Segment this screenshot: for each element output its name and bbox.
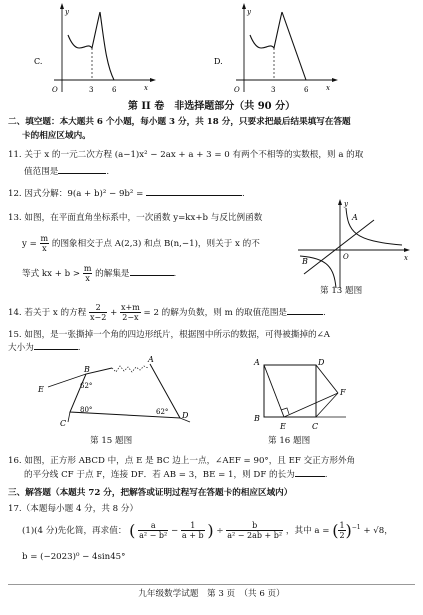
q13-line1: 13. 如图，在平面直角坐标系中，一次函数 y=kx+b 与反比例函数 <box>8 213 263 223</box>
point-c-label: C <box>60 419 67 428</box>
q11-line1: 11. 关于 x 的一元二次方程 (a−1)x² − 2ax + a + 3 = 0 有两个不相等的实数根，则 a 的取 <box>8 150 364 160</box>
tick-6-label: 6 <box>112 86 117 94</box>
angle-80-label: 80° <box>80 406 93 414</box>
answer-blank <box>34 349 78 350</box>
axis-x-label: x <box>326 84 330 92</box>
point-a-label: A <box>254 358 260 367</box>
figure-15 <box>30 352 205 434</box>
answer-blank <box>295 476 325 477</box>
option-c-label: C. <box>34 57 43 66</box>
axis-x-label: x <box>404 254 408 262</box>
point-b-label: B <box>84 365 90 374</box>
figure-16-caption: 第 16 题图 <box>268 436 311 446</box>
figure-13-caption: 第 13 题图 <box>320 286 363 296</box>
paren-open: ( <box>129 521 136 540</box>
section-3-heading: 三、解答题（本题共 72 分，把解答或证明过程写在答题卡的相应区域内） <box>8 488 293 498</box>
axis-y-label: y <box>65 8 69 16</box>
paren-open: ( <box>332 521 339 540</box>
page-footer: 九年级数学试题 第 3 页 （共 6 页） <box>138 589 285 599</box>
q15-line1: 15. 如图，是一张撕掉一个角的四边形纸片，根据图中所示的数据，可得被撕掉的∠A <box>8 330 330 340</box>
fraction: $\frac{2}{x-2}$ <box>90 303 107 322</box>
fraction: $\frac{m}{x}$ <box>83 264 92 283</box>
point-b-label: B <box>254 414 260 423</box>
q16-line1: 16. 如图，正方形 ABCD 中，点 E 是 BC 边上一点，∠AEF = 90°，且 EF 交正方形外角 <box>8 456 356 466</box>
point-d-label: D <box>182 411 189 420</box>
fraction: $\frac{1}{2}$ <box>339 521 345 540</box>
figure-13 <box>292 196 417 300</box>
point-e-label: E <box>280 422 286 431</box>
figure-15-caption: 第 15 题图 <box>90 436 133 446</box>
paren-close: ) <box>345 521 352 540</box>
tick-3-label: 3 <box>271 86 276 94</box>
point-b-label: B <box>302 257 308 266</box>
q12-line: 12. 因式分解：9(a + b)² − 9b² = . <box>8 189 245 199</box>
section-title: 第 II 卷 非选择题部分（共 90 分） <box>127 101 296 112</box>
tick-6-label: 6 <box>304 86 309 94</box>
answer-blank <box>130 275 174 276</box>
fill-heading-line2: 卡的相应区域内。 <box>22 131 91 141</box>
tick-3-label: 3 <box>89 86 94 94</box>
point-e-label: E <box>38 385 44 394</box>
angle-62-label: 62° <box>80 382 93 390</box>
point-a-label: A <box>148 355 154 364</box>
axis-x-label: x <box>144 84 148 92</box>
fraction: $\frac{m}{x}$ <box>40 234 49 253</box>
q17-heading: 17.（本题每小题 4 分，共 8 分） <box>8 504 139 514</box>
q17-1-line: (1)(4 分)先化简，再求值： ( $\frac{a}{\text{a² − b²}}$ − $\frac{1}{a + b}$ ) ÷ $\frac{b}{\text{a² − 2ab + b²}}$ ，其中 a = ( $\frac{1}{2}$ )$^{-1}$ + √8， <box>22 521 393 540</box>
fraction: $\frac{1}{a + b}$ <box>181 521 204 540</box>
option-d-label: D. <box>214 57 223 66</box>
answer-blank <box>58 173 106 174</box>
fraction: $\frac{a}{\text{a² − b²}}$ <box>139 521 168 540</box>
origin-label: O <box>234 86 240 94</box>
origin-label: O <box>52 86 58 94</box>
point-c-label: C <box>312 422 319 431</box>
origin-label: O <box>343 253 349 261</box>
q14-line: 14. 若关于 x 的方程 $\frac{2}{x-2}$ + $\frac{x+m}{2-x}$ = 2 的解为负数，则 m 的取值范围是 . <box>8 303 326 322</box>
q16-line2: 的平分线 CF 于点 F，连接 DF．若 AB = 3，BE = 1，则 DF 的长为 . <box>24 470 328 480</box>
fraction: $\frac{b}{\text{a² − 2ab + b²}}$ <box>227 521 283 540</box>
q17-b-line: b = (−2023)⁰ − 4sin45° <box>22 552 126 562</box>
point-d-label: D <box>318 358 325 367</box>
answer-blank <box>287 314 323 315</box>
option-d-graph <box>210 0 350 98</box>
point-f-label: F <box>340 388 346 397</box>
answer-blank <box>146 195 242 196</box>
footer-divider <box>8 584 415 585</box>
angle-62-label: 62° <box>156 408 169 416</box>
point-a-label: A <box>352 213 358 222</box>
q11-line2: 值范围是 . <box>24 167 110 177</box>
paren-close: ) <box>207 521 214 540</box>
fraction: $\frac{x+m}{2-x}$ <box>121 303 140 322</box>
q13-line2: y = $\frac{m}{x}$ 的图象相交于点 A(2,3) 和点 B(n,−1)，则关于 x 的不 <box>22 234 260 253</box>
figure-16 <box>250 355 365 435</box>
fill-heading-line1: 二、填空题：本大题共 6 个小题，每小题 3 分，共 18 分，只要求把最后结果填写在答题 <box>8 117 351 127</box>
q13-line3: 等式 kx + b > $\frac{m}{x}$ 的解集是 . <box>22 264 177 283</box>
q15-line2: 大小为 . <box>8 343 81 353</box>
axis-y-label: y <box>344 200 348 208</box>
option-c-graph <box>28 0 158 98</box>
axis-y-label: y <box>247 8 251 16</box>
